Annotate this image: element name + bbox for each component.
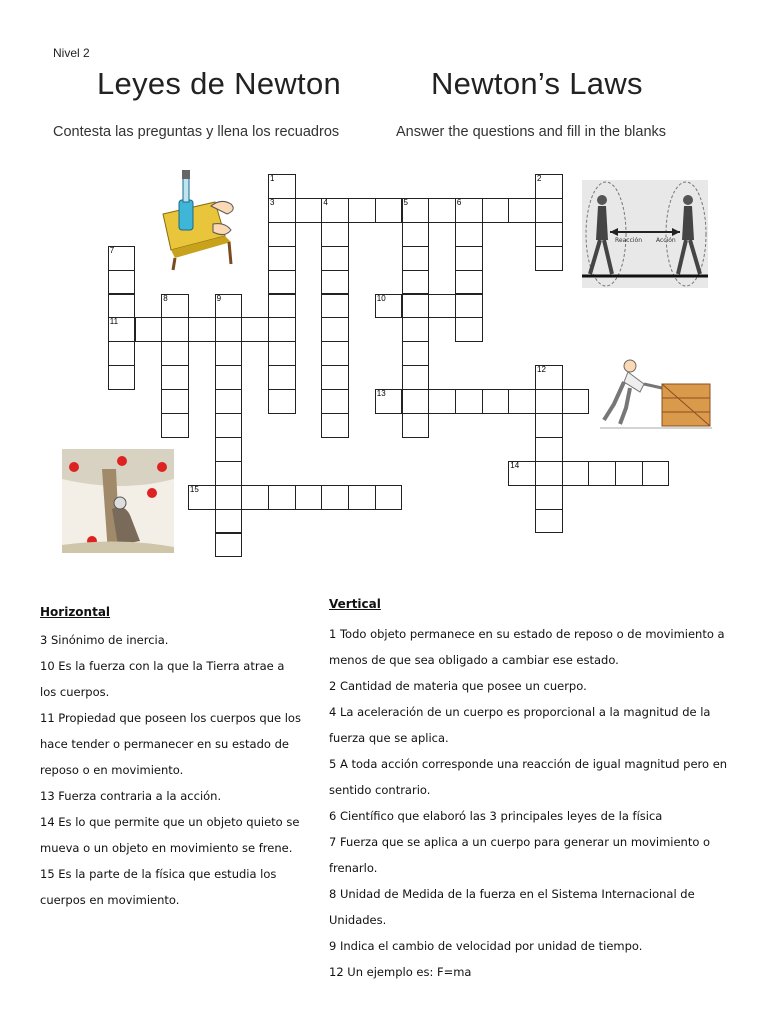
crossword-cell[interactable]	[241, 485, 269, 510]
vertical-heading: Vertical	[329, 597, 381, 611]
crossword-cell[interactable]	[108, 341, 136, 366]
crossword-cell[interactable]	[215, 365, 243, 390]
crossword-cell[interactable]	[215, 437, 243, 462]
crossword-cell[interactable]	[268, 341, 296, 366]
reaction-label: Reacción	[615, 237, 643, 244]
crossword-cell[interactable]	[455, 246, 483, 271]
horizontal-heading: Horizontal	[40, 605, 111, 619]
crossword-cell[interactable]	[321, 317, 349, 342]
title-english: Newton’s Laws	[431, 66, 643, 101]
clue-number: 2	[537, 174, 542, 183]
clue-down-9: 9 Indica el cambio de velocidad por unidad de tiempo.	[329, 939, 643, 953]
crossword-cell[interactable]	[135, 317, 163, 342]
crossword-cell[interactable]	[321, 246, 349, 271]
crossword-cell[interactable]	[321, 198, 349, 223]
crossword-cell[interactable]	[588, 461, 616, 486]
crossword-cell[interactable]	[535, 485, 563, 510]
crossword-cell[interactable]	[482, 198, 510, 223]
crossword-cell[interactable]	[321, 341, 349, 366]
crossword-cell[interactable]	[268, 294, 296, 319]
clue-across-13: 13 Fuerza contraria a la acción.	[40, 789, 222, 803]
clue-number: 7	[109, 245, 115, 255]
crossword-cell[interactable]	[455, 270, 483, 295]
crossword-cell[interactable]	[215, 389, 243, 414]
crossword-cell[interactable]	[535, 222, 563, 247]
crossword-cell[interactable]	[615, 461, 643, 486]
clue-number: 15	[189, 484, 199, 494]
clue-number: 12	[537, 365, 546, 375]
crossword-cell[interactable]	[268, 174, 296, 199]
crossword-cell[interactable]	[321, 413, 349, 438]
crossword-cell[interactable]	[402, 413, 430, 438]
crossword-cell[interactable]	[402, 365, 430, 390]
crossword-cell[interactable]	[402, 246, 430, 271]
clue-number: 14	[510, 460, 520, 470]
crossword-cell[interactable]	[535, 174, 563, 199]
clue-down-5: 5 A toda acción corresponde una reacción de igual magnitud pero en sentido contrario.	[329, 757, 728, 797]
crossword-cell[interactable]	[321, 365, 349, 390]
clue-across-3: 3 Sinónimo de inercia.	[40, 633, 169, 647]
clue-down-2: 2 Cantidad de materia que posee un cuerpo.	[329, 679, 587, 693]
crossword-cell[interactable]	[402, 270, 430, 295]
crossword-cell[interactable]	[215, 533, 243, 558]
crossword-cell[interactable]	[402, 317, 430, 342]
title-spanish: Leyes de Newton	[97, 66, 342, 101]
crossword-cell[interactable]	[455, 222, 483, 247]
crossword-cell[interactable]	[108, 294, 136, 319]
crossword-cell[interactable]	[268, 389, 296, 414]
crossword-cell[interactable]	[535, 389, 563, 414]
crossword-cell[interactable]	[108, 317, 136, 342]
crossword-cell[interactable]	[268, 222, 296, 247]
crossword-cell[interactable]	[108, 270, 136, 295]
clue-down-6: 6 Científico que elaboró las 3 principales leyes de la física	[329, 809, 663, 823]
clue-across-14: 14 Es lo que permite que un objeto quieto se mueva o un objeto en movimiento se frene.	[40, 815, 300, 855]
crossword-cell[interactable]	[402, 222, 430, 247]
clue-down-7: 7 Fuerza que se aplica a un cuerpo para generar un movimiento o frenarlo.	[329, 835, 711, 875]
crossword-cell[interactable]	[455, 198, 483, 223]
subtitle-english: Answer the questions and fill in the blanks	[396, 124, 667, 140]
horizontal-clues	[40, 605, 302, 913]
crossword-cell[interactable]	[188, 485, 216, 510]
crossword-cell[interactable]	[215, 485, 243, 510]
crossword-cell[interactable]	[375, 389, 403, 414]
crossword-cell[interactable]	[295, 198, 323, 223]
crossword-cell[interactable]	[562, 389, 590, 414]
clue-down-12: 12 Un ejemplo es: F=ma	[329, 965, 472, 979]
crossword-cell[interactable]	[428, 294, 456, 319]
crossword-cell[interactable]	[268, 365, 296, 390]
crossword-cell[interactable]	[321, 270, 349, 295]
crossword-cell[interactable]	[482, 389, 510, 414]
crossword-cell[interactable]	[348, 485, 376, 510]
clue-number: 13	[376, 389, 386, 399]
crossword-cell[interactable]	[215, 413, 243, 438]
crossword-cell[interactable]	[535, 198, 563, 223]
crossword-cell[interactable]	[321, 222, 349, 247]
crossword-cell[interactable]	[215, 461, 243, 486]
crossword-cell[interactable]	[268, 317, 296, 342]
clue-down-8: 8 Unidad de Medida de la fuerza en el Sistema Internacional de Unidades.	[329, 887, 695, 927]
crossword-cell[interactable]	[215, 317, 243, 342]
crossword-cell[interactable]	[321, 485, 349, 510]
crossword-cell[interactable]	[402, 198, 430, 223]
crossword-cell[interactable]	[321, 294, 349, 319]
crossword-cell[interactable]	[428, 389, 456, 414]
crossword-cell[interactable]	[428, 198, 456, 223]
crossword-cell[interactable]	[375, 198, 403, 223]
crossword-cell[interactable]	[215, 341, 243, 366]
crossword-cell[interactable]	[268, 246, 296, 271]
crossword-cell[interactable]	[321, 389, 349, 414]
crossword-cell[interactable]	[402, 341, 430, 366]
crossword-cell[interactable]	[375, 485, 403, 510]
crossword-cell[interactable]	[348, 198, 376, 223]
crossword-cell[interactable]	[161, 294, 189, 319]
crossword-cell[interactable]	[161, 317, 189, 342]
action-label: Acción	[656, 237, 676, 244]
crossword-cell[interactable]	[402, 389, 430, 414]
crossword-cell[interactable]	[108, 365, 136, 390]
crossword-cell[interactable]	[508, 198, 536, 223]
crossword-cell[interactable]	[402, 294, 430, 319]
crossword-cell[interactable]	[268, 485, 296, 510]
crossword-cell[interactable]	[508, 461, 536, 486]
crossword-cell[interactable]	[161, 389, 189, 414]
level-label: Nivel 2	[53, 46, 90, 60]
crossword-cell[interactable]	[241, 317, 269, 342]
crossword-cell[interactable]	[535, 461, 563, 486]
clue-down-1: 1 Todo objeto permanece en su estado de reposo o de movimiento a menos de que sea obligado a cambiar ese estado.	[329, 627, 725, 667]
clue-across-10: 10 Es la fuerza con la que la Tierra atrae a los cuerpos.	[40, 659, 285, 699]
clue-number: 3	[270, 197, 275, 207]
clue-number: 10	[376, 293, 386, 303]
crossword-cell[interactable]	[188, 317, 216, 342]
crossword-cell[interactable]	[455, 389, 483, 414]
clue-number: 11	[109, 317, 119, 327]
crossword-cell[interactable]	[535, 365, 563, 390]
crossword-cell[interactable]	[108, 246, 136, 271]
clue-number: 4	[323, 197, 328, 207]
crossword-cell[interactable]	[161, 341, 189, 366]
crossword-cell[interactable]	[535, 246, 563, 271]
clue-number: 1	[270, 174, 275, 183]
crossword-cell[interactable]	[215, 294, 243, 319]
crossword-cell[interactable]	[535, 509, 563, 534]
crossword-cell[interactable]	[215, 509, 243, 534]
crossword-cell[interactable]	[375, 294, 403, 319]
crossword-cell[interactable]	[295, 485, 323, 510]
clue-number: 6	[456, 197, 462, 207]
clue-number: 9	[216, 293, 222, 303]
clue-number: 8	[163, 293, 168, 303]
crossword-cell[interactable]	[562, 461, 590, 486]
crossword-cell[interactable]	[161, 365, 189, 390]
crossword-cell[interactable]	[268, 270, 296, 295]
crossword-cell[interactable]	[508, 389, 536, 414]
crossword-cell[interactable]	[535, 437, 563, 462]
crossword-cell[interactable]	[268, 198, 296, 223]
subtitle-spanish: Contesta las preguntas y llena los recuadros	[53, 124, 340, 140]
crossword-cell[interactable]	[642, 461, 670, 486]
vertical-clues	[329, 597, 749, 985]
clue-down-4: 4 La aceleración de un cuerpo es proporcional a la magnitud de la fuerza que se aplica.	[329, 705, 711, 745]
clue-across-15: 15 Es la parte de la física que estudia los cuerpos en movimiento.	[40, 867, 277, 907]
crossword-cell[interactable]	[455, 317, 483, 342]
crossword-cell[interactable]	[455, 294, 483, 319]
crossword-cell[interactable]	[535, 413, 563, 438]
crossword-cell[interactable]	[161, 413, 189, 438]
clue-across-11: 11 Propiedad que poseen los cuerpos que los hace tender o permanecer en su estado de reposo o en movimiento.	[40, 711, 301, 777]
clue-number: 5	[403, 197, 408, 207]
